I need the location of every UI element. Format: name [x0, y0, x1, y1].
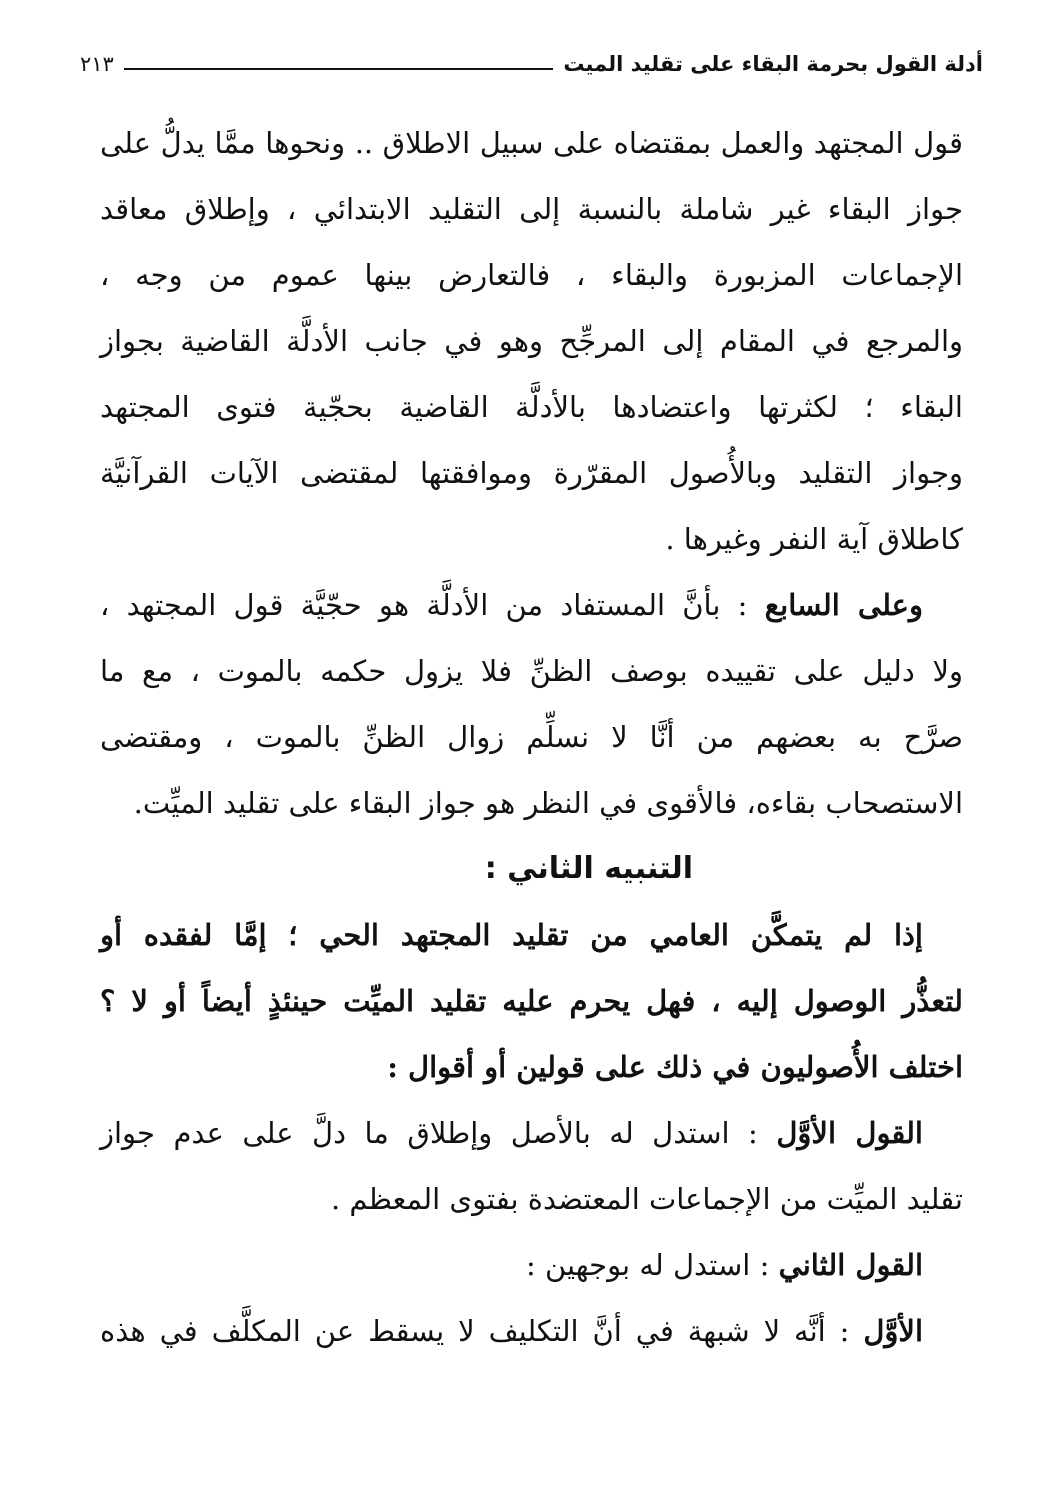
page-number: ٢١٣ — [80, 52, 114, 76]
text-line: تقليد الميِّت من الإجماعات المعتضدة بفتوى المعظم . — [331, 1182, 963, 1216]
running-header — [80, 44, 983, 84]
paragraph-text: : أنَّه لا شبهة في أنَّ التكليف لا يسقط عن المكلَّف في هذه — [100, 1314, 864, 1348]
header-rule — [124, 68, 553, 70]
paragraph-lead: وعلى السابع — [764, 588, 923, 622]
text-line: كاطلاق آية النفر وغيرها . — [665, 522, 963, 556]
paragraph-text: : استدل له بوجهين : — [525, 1248, 779, 1282]
text-line: صرَّح به بعضهم من أنَّا لا نسلِّم زوال الظنِّ بالموت ، ومقتضى — [100, 720, 963, 754]
paragraph-first-line — [100, 1100, 963, 1166]
question-line: إذا لم يتمكَّن العامي من تقليد المجتهد الحي ؛ إمَّا لفقده أو — [100, 918, 923, 952]
paragraph-text: : بأنَّ المستفاد من الأدلَّة هو حجّيَّة قول المجتهد ، — [100, 588, 765, 622]
paragraph-text: : استدل له بالأصل وإطلاق ما دلَّ على عدم جواز — [100, 1116, 777, 1150]
text-line: قول المجتهد والعمل بمقتضاه على سبيل الاطلاق .. ونحوها ممَّا يدلُّ على — [100, 126, 963, 160]
text-line: الاستصحاب بقاءه، فالأقوى في النظر هو جواز البقاء على تقليد الميِّت. — [133, 786, 963, 820]
opinion-lead: القول الثاني — [778, 1248, 923, 1282]
section-heading: التنبيه الثاني : — [484, 851, 693, 886]
question-line: لتعذُّر الوصول إليه ، فهل يحرم عليه تقليد الميِّت حينئذٍ أيضاً أو لا ؟ — [100, 984, 963, 1018]
text-line: والمرجع في المقام إلى المرجِّح وهو في جانب الأدلَّة القاضية بجواز — [100, 324, 963, 358]
text-line: جواز البقاء غير شاملة بالنسبة إلى التقليد الابتدائي ، وإطلاق معاقد — [100, 192, 963, 226]
question-line: اختلف الأُصوليون في ذلك على قولين أو أقوال : — [387, 1050, 963, 1084]
paragraph-first-line — [100, 1298, 963, 1364]
text-line: الإجماعات المزبورة والبقاء ، فالتعارض بينها عموم من وجه ، — [100, 258, 963, 292]
paragraph-first-line — [100, 572, 963, 638]
reason-lead: الأوَّل — [863, 1314, 923, 1348]
text-line: البقاء ؛ لكثرتها واعتضادها بالأدلَّة القاضية بحجّية فتوى المجتهد — [100, 390, 963, 424]
opinion-lead: القول الأوَّل — [776, 1116, 923, 1150]
body-text — [100, 110, 963, 1364]
text-line: ولا دليل على تقييده بوصف الظنِّ فلا يزول حكمه بالموت ، مع ما — [100, 654, 963, 688]
running-header-title: أدلة القول بحرمة البقاء على تقليد الميت — [563, 52, 983, 76]
paragraph-first-line — [100, 1232, 963, 1298]
text-line: وجواز التقليد وبالأُصول المقرّرة وموافقتها لمقتضى الآيات القرآنيَّة — [100, 456, 963, 490]
